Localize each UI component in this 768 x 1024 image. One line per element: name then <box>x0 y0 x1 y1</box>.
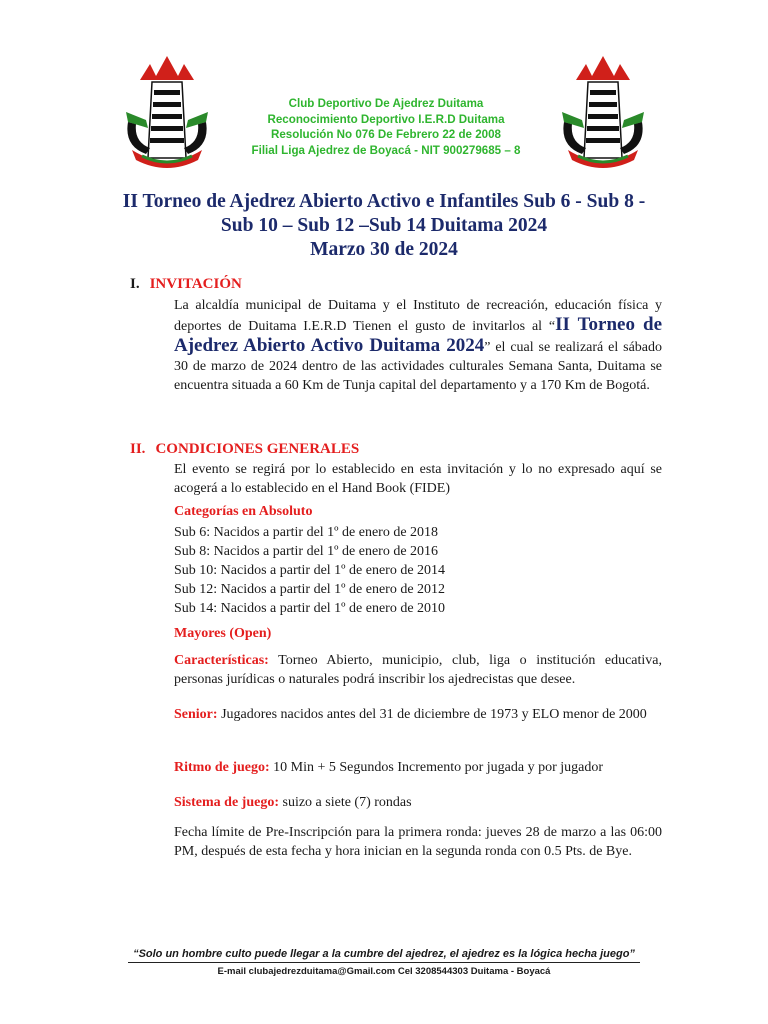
footer-divider <box>128 962 640 963</box>
ritmo-paragraph <box>174 758 662 777</box>
list-item: Sub 12: Nacidos a partir del 1º de enero de 2012 <box>174 582 446 597</box>
sistema-text: suizo a siete (7) rondas <box>279 795 412 810</box>
list-item: Sub 6: Nacidos a partir del 1º de enero de 2018 <box>174 525 439 540</box>
letterhead-affiliation: Filial Liga Ajedrez de Boyacá - NIT 900279685 – 8 <box>251 143 521 157</box>
section-2-heading <box>130 441 359 458</box>
letterhead-club-name: Club Deportivo De Ajedrez Duitama <box>288 97 484 110</box>
section-2-title: CONDICIONES GENERALES <box>155 441 360 457</box>
title-line-3: Marzo 30 de 2024 <box>310 239 458 260</box>
letterhead <box>228 96 544 158</box>
senior-label: Senior: <box>174 707 218 722</box>
caracteristicas-text: Torneo Abierto, municipio, club, liga o institución educativa, personas jurídicas o naturales podrá inscribir los ajedrecistas que desee. <box>174 653 662 687</box>
categories-heading: Categorías en Absoluto <box>174 504 313 519</box>
list-item: Sub 8: Nacidos a partir del 1º de enero de 2016 <box>174 544 439 559</box>
letterhead-recognition: Reconocimiento Deportivo I.E.R.D Duitama <box>267 112 505 126</box>
mayores-heading: Mayores (Open) <box>174 626 272 641</box>
invitation-tournament-name: II Torneo de Ajedrez Abierto Activo Duitama 2024 <box>174 314 662 356</box>
list-item: Sub 10: Nacidos a partir del 1º de enero de 2014 <box>174 563 446 578</box>
invitation-text-a: La alcaldía municipal de Duitama y el Instituto de recreación, educación física y deportes de Duitama I.E.R.D Tienen el gusto de invitarlos al “ <box>174 298 662 334</box>
sistema-label: Sistema de juego: <box>174 795 279 810</box>
document-title <box>60 190 708 262</box>
ritmo-label: Ritmo de juego: <box>174 760 270 775</box>
sistema-paragraph <box>174 793 662 812</box>
footer-quote: “Solo un hombre culto puede llegar a la cumbre del ajedrez, el ajedrez es la lógica hecha juego” <box>133 948 635 960</box>
section-1-heading <box>130 276 242 293</box>
club-crest-logo-left <box>122 50 212 170</box>
fecha-limite-paragraph: Fecha límite de Pre-Inscripción para la primera ronda: jueves 28 de marzo a las 06:00 PM, después de esta fecha y hora inician en la segunda ronda con 0.5 Pts. de Bye. <box>174 825 662 859</box>
ritmo-text: 10 Min + 5 Segundos Incremento por jugada y por jugador <box>269 760 603 775</box>
section-1-paragraph <box>174 296 662 395</box>
list-item: Sub 14: Nacidos a partir del 1º de enero de 2010 <box>174 601 446 616</box>
senior-paragraph <box>174 705 662 724</box>
letterhead-resolution: Resolución No 076 De Febrero 22 de 2008 <box>270 128 502 141</box>
title-line-2: Sub 10 – Sub 12 –Sub 14 Duitama 2024 <box>220 215 548 236</box>
title-line-1: II Torneo de Ajedrez Abierto Activo e Infantiles Sub 6 - Sub 8 - <box>122 191 646 212</box>
club-crest-logo-right <box>558 50 648 170</box>
footer-contact: E-mail clubajedrezduitama@Gmail.com Cel 3208544303 Duitama - Boyacá <box>217 966 551 977</box>
categories-list <box>174 523 445 618</box>
senior-text: Jugadores nacidos antes del 31 de diciembre de 1973 y ELO menor de 2000 <box>217 707 647 722</box>
section-2-intro: El evento se regirá por lo establecido en esta invitación y lo no expresado aquí se acogerá a lo establecido en el Hand Book (FIDE) <box>174 462 662 496</box>
caracteristicas-label: Características: <box>174 653 269 668</box>
caracteristicas-paragraph <box>174 651 662 689</box>
section-1-number: I. <box>130 276 140 292</box>
section-2-number: II. <box>130 441 146 457</box>
section-1-title: INVITACIÓN <box>149 276 242 292</box>
invitation-text-b: ” el cual se realizará el sábado 30 de marzo de 2024 dentro de las actividades culturales Semana Santa, Duitama se encuentra situada a 60 Km de Tunja capital del departamento y a 170 Km de Bogotá. <box>174 340 663 393</box>
